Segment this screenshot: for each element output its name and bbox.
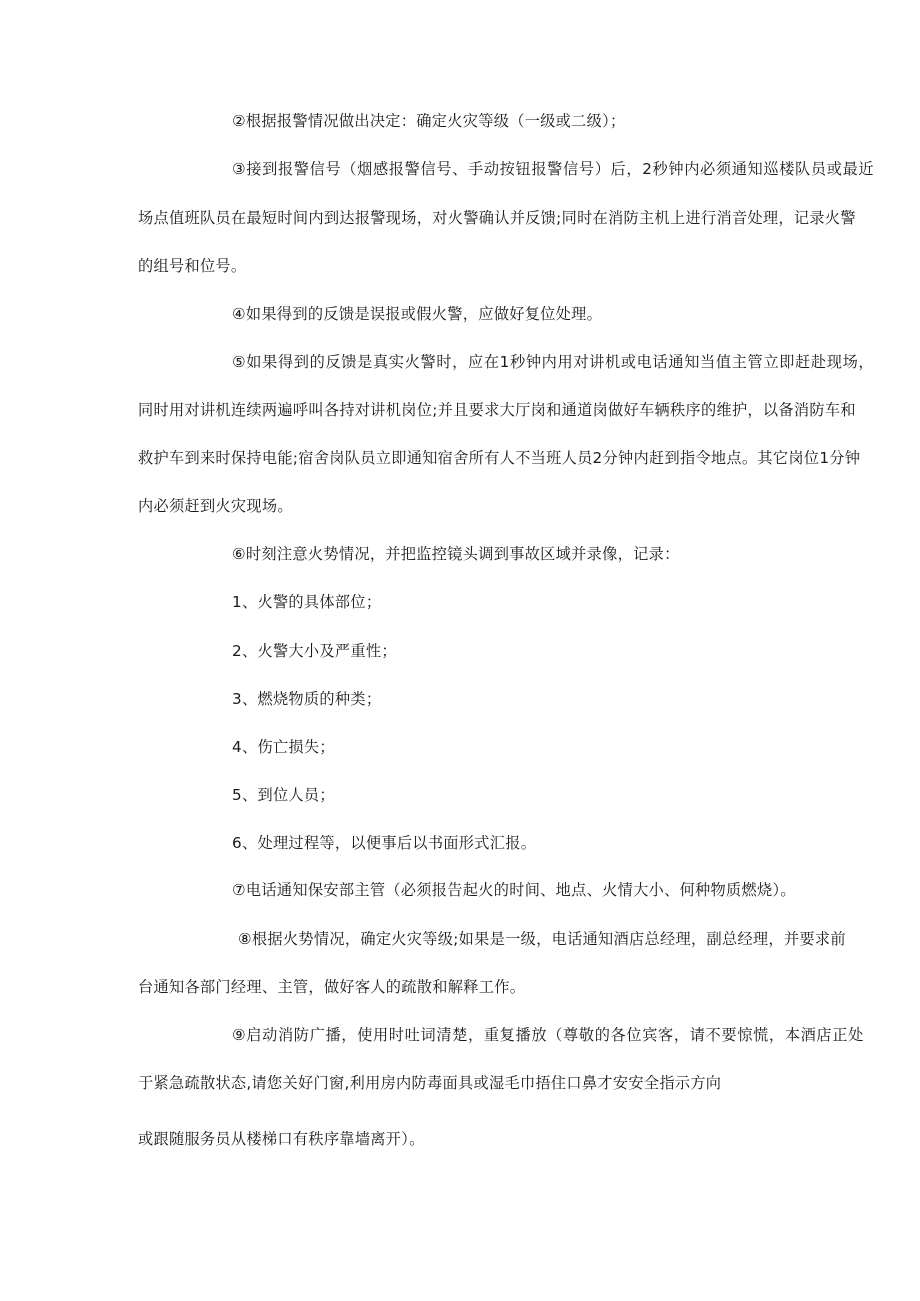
paragraph-8-line-2: 台通知各部门经理、主管，做好客人的疏散和解释工作。 [138, 978, 526, 996]
list-item-2: 2、火警大小及严重性； [232, 642, 397, 660]
list-item-1: 1、火警的具体部位； [232, 593, 382, 611]
paragraph-5-line-1: ⑤如果得到的反馈是真实火警时，应在1秒钟内用对讲机或电话通知当值主管立即赶赴现场， [232, 353, 875, 371]
paragraph-5-line-3: 救护车到来时保持电能;宿舍岗队员立即通知宿舍所有人不当班人员2分钟内赶到指令地点。其它岗位1分钟 [138, 449, 861, 467]
list-item-4: 4、伤亡损失； [232, 738, 335, 756]
paragraph-9-line-3: 或跟随服务员从楼梯口有秩序靠墙离开）。 [138, 1130, 425, 1148]
paragraph-6-line-1: ⑥时刻注意火势情况，并把监控镜头调到事故区域并录像，记录： [232, 545, 680, 563]
paragraph-3-line-2: 场点值班队员在最短时间内到达报警现场，对火警确认并反馈;同时在消防主机上进行消音处理，记录火警 [138, 209, 856, 227]
paragraph-9-line-2: 于紧急疏散状态,请您关好门窗,利用房内防毒面具或湿毛巾捂住口鼻才安安全指示方向 [138, 1074, 722, 1092]
paragraph-3-line-3: 的组号和位号。 [138, 257, 247, 275]
paragraph-2-line-1: ②根据报警情况做出决定：确定火灾等级（一级或二级）； [232, 112, 626, 130]
paragraph-9-line-1: ⑨启动消防广播，使用时吐词清楚，重复播放（尊敬的各位宾客，请不要惊慌，本酒店正处 [232, 1026, 864, 1044]
list-item-6: 6、处理过程等，以便事后以书面形式汇报。 [232, 834, 537, 852]
paragraph-4-line-1: ④如果得到的反馈是误报或假火警，应做好复位处理。 [232, 305, 603, 323]
paragraph-5-line-4: 内必须赶到火灾现场。 [138, 497, 293, 515]
paragraph-7-line-1: ⑦电话通知保安部主管（必须报告起火的时间、地点、火情大小、何种物质燃烧）。 [232, 881, 796, 899]
paragraph-5-line-2: 同时用对讲机连续两遍呼叫各持对讲机岗位;并且要求大厅岗和通道岗做好车辆秩序的维护，以备消防车和 [138, 401, 856, 419]
list-item-3: 3、燃烧物质的种类； [232, 690, 382, 708]
paragraph-3-line-1: ③接到报警信号（烟感报警信号、手动按钮报警信号）后，2秒钟内必须通知巡楼队员或最近 [232, 160, 875, 178]
list-item-5: 5、到位人员； [232, 786, 335, 804]
paragraph-8-line-1: ⑧根据火势情况，确定火灾等级;如果是一级，电话通知酒店总经理，副总经理，并要求前 [238, 930, 846, 948]
